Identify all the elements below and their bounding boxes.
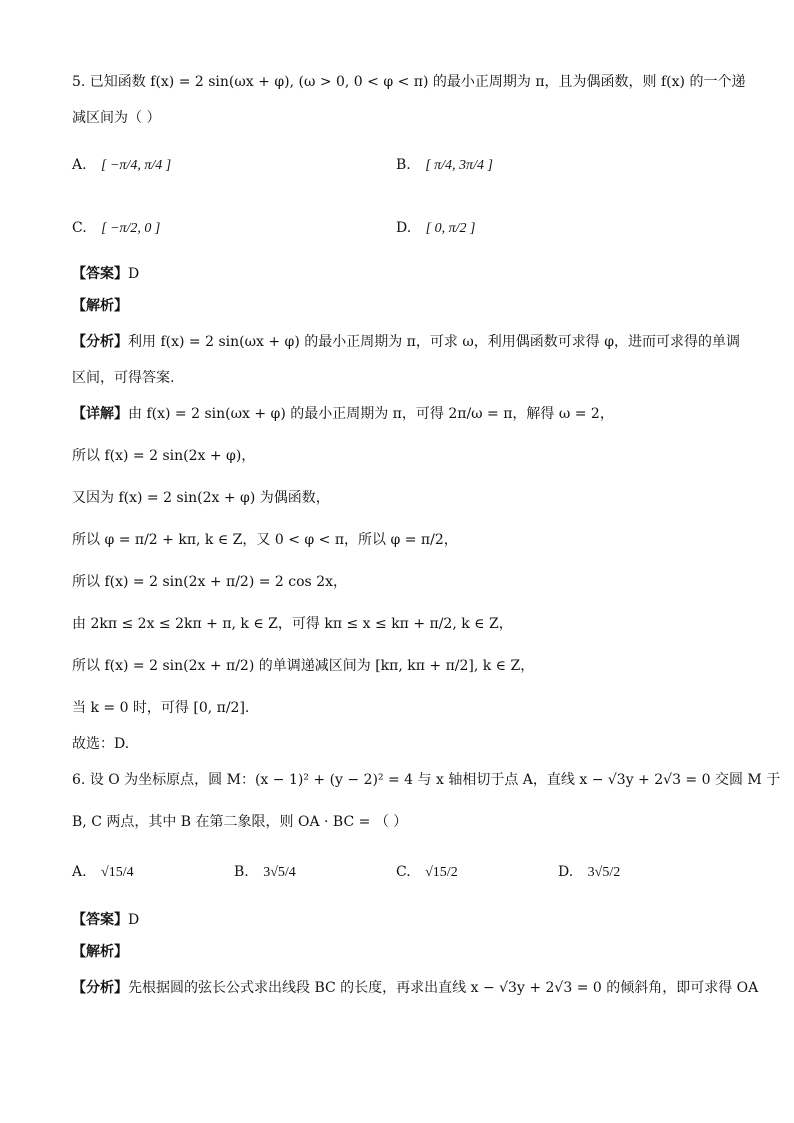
- q6-stem-line2: [72, 812, 407, 832]
- q5-stem-text-1: 5. 已知函数 f(x) = 2 sin(ωx + φ), (ω > 0, 0 < φ < π) 的最小正周期为 π，且为偶函数，则 f(x) 的一个递: [72, 74, 746, 90]
- q5-detail-line1: 【详解】由 f(x) = 2 sin(ωx + φ) 的最小正周期为 π，可得 2π/ω = π，解得 ω = 2，: [72, 406, 614, 422]
- q5-answer: 【答案】D: [72, 266, 140, 282]
- q5-analysis-heading: 【解析】: [72, 298, 128, 314]
- q5-option-c: C. [ −π/2, 0 ]: [72, 220, 161, 236]
- q6-stem-text-2: B, C 两点，其中 B 在第二象限，则 OA · BC = （ ）: [72, 814, 408, 830]
- q6-option-b: B. 3√5/4: [234, 864, 296, 880]
- q6-fenxi-line1: 【分析】先根据圆的弦长公式求出线段 BC 的长度，再求出直线 x − √3y + 2√3 = 0 的倾斜角，即可求得 OA: [72, 980, 759, 996]
- q6-option-b-value: 3√5/4: [263, 865, 296, 880]
- q5-detail-line4: 所以 φ = π/2 + kπ, k ∈ Z，又 0 < φ < π，所以 φ = π/2，: [72, 532, 458, 548]
- q6-option-d-value: 3√5/2: [587, 865, 621, 880]
- q6-stem-text-1: 6. 设 O 为坐标原点，圆 M：(x − 1)² + (y − 2)² = 4 与 x 轴相切于点 A，直线 x − √3y + 2√3 = 0 交圆 M 于: [72, 772, 781, 788]
- q6-option-a-value: √15/4: [101, 865, 134, 880]
- q5-option-d-interval: [ 0, π/2 ]: [425, 221, 476, 236]
- q5-option-c-interval: [ −π/2, 0 ]: [101, 221, 161, 236]
- q5-option-a: A. [ −π/4, π/4 ]: [72, 157, 172, 173]
- q5-option-b: B. [ π/4, 3π/4 ]: [396, 157, 493, 173]
- q5-option-a-interval: [ −π/4, π/4 ]: [101, 158, 172, 173]
- q5-detail-line3: 又因为 f(x) = 2 sin(2x + φ) 为偶函数，: [72, 490, 330, 506]
- q5-option-b-interval: [ π/4, 3π/4 ]: [425, 158, 493, 173]
- q5-detail-line7: 所以 f(x) = 2 sin(2x + π/2) 的单调递减区间为 [kπ, kπ + π/2], k ∈ Z，: [72, 658, 535, 674]
- q5-detail-line6: 由 2kπ ≤ 2x ≤ 2kπ + π, k ∈ Z，可得 kπ ≤ x ≤ kπ + π/2, k ∈ Z，: [72, 616, 513, 632]
- q5-detail-line2: 所以 f(x) = 2 sin(2x + φ)，: [72, 448, 256, 464]
- q5-fenxi-line2: 区间，可得答案.: [72, 370, 175, 386]
- q6-option-a: A. √15/4: [72, 864, 134, 880]
- q5-stem-line2: [72, 108, 160, 128]
- q5-stem-line1: [72, 72, 745, 92]
- q6-answer: 【答案】D: [72, 912, 140, 928]
- q5-detail-line9: 故选：D.: [72, 736, 130, 752]
- q6-stem-line1: [72, 770, 780, 790]
- q5-option-d: D. [ 0, π/2 ]: [396, 220, 476, 236]
- q5-detail-line5: 所以 f(x) = 2 sin(2x + π/2) = 2 cos 2x，: [72, 574, 347, 590]
- q5-fenxi-line1: 【分析】利用 f(x) = 2 sin(ωx + φ) 的最小正周期为 π，可求 ω，利用偶函数可求得 φ，进而可求得的单调: [72, 334, 741, 350]
- q6-option-d: D. 3√5/2: [558, 864, 621, 880]
- q5-detail-line8: 当 k = 0 时，可得 [0, π/2].: [72, 700, 250, 716]
- q6-option-c-value: √15/2: [425, 865, 458, 880]
- q6-option-c: C. √15/2: [396, 864, 458, 880]
- q5-stem-text-2: 减区间为（ ）: [72, 110, 161, 126]
- q6-analysis-heading: 【解析】: [72, 944, 128, 960]
